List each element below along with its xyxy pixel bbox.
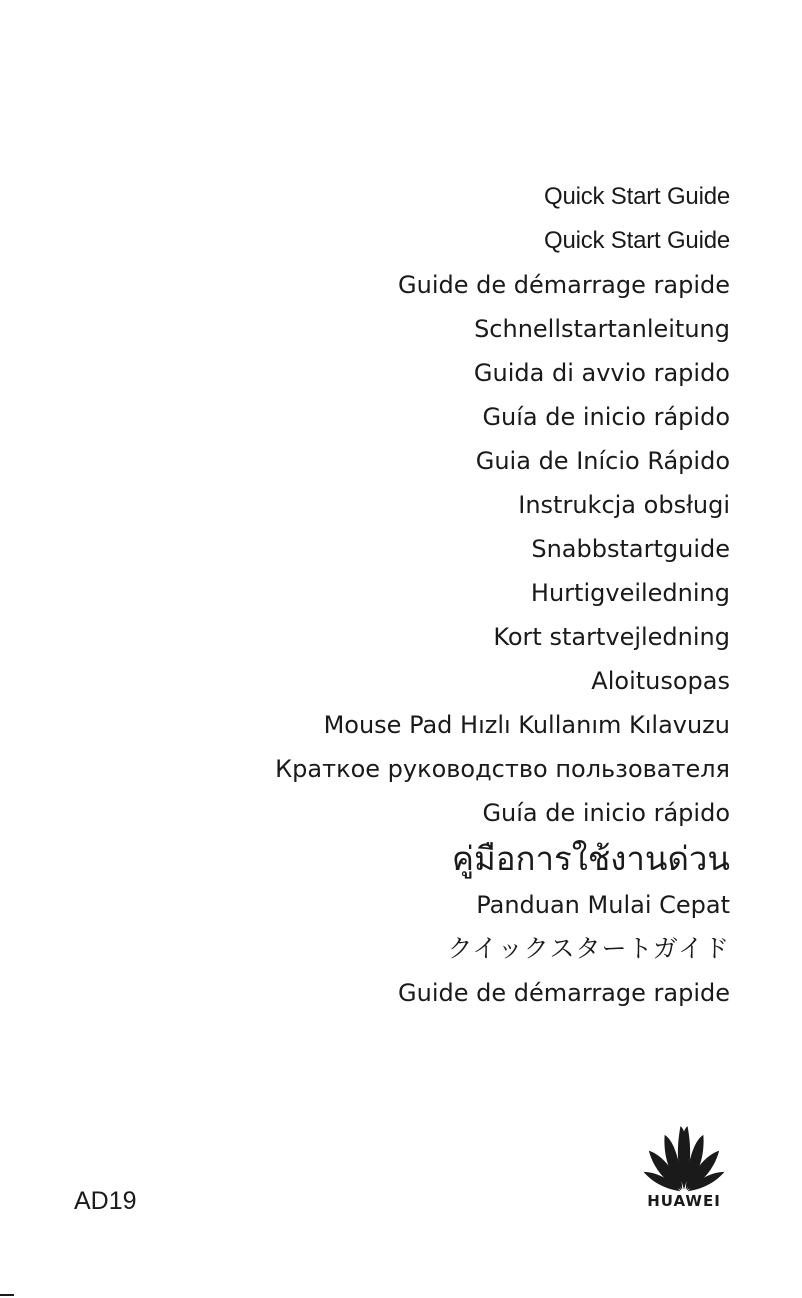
brand-name: HUAWEI — [647, 1192, 721, 1210]
title-japanese: クイックスタートガイド — [447, 934, 730, 963]
model-number: AD19 — [74, 1187, 137, 1215]
title-french-canada: Guide de démarrage rapide — [398, 979, 730, 1007]
title-french: Guide de démarrage rapide — [398, 271, 730, 299]
title-indonesian: Panduan Mulai Cepat — [476, 891, 730, 919]
title-spanish: Guía de inicio rápido — [482, 403, 730, 431]
title-italian: Guida di avvio rapido — [473, 359, 730, 387]
title-russian: Краткое руководство пользователя — [275, 755, 730, 783]
title-polish: Instrukcja obsługi — [518, 491, 730, 519]
title-thai: คู่มือการใช้งานด่วน — [451, 839, 730, 878]
crop-mark — [0, 1294, 14, 1296]
title-swedish: Snabbstartguide — [531, 535, 730, 563]
title-finnish: Aloitusopas — [591, 667, 730, 695]
title-danish: Kort startvejledning — [493, 623, 730, 651]
huawei-logo — [636, 1120, 732, 1216]
title-portuguese: Guia de Início Rápido — [475, 447, 730, 475]
title-english: Quick Start Guide — [543, 183, 730, 210]
language-title-list — [130, 175, 730, 1015]
title-spanish-latam: Guía de inicio rápido — [482, 799, 730, 827]
title-german: Schnellstartanleitung — [474, 315, 730, 343]
title-english-alt: Quick Start Guide — [543, 227, 730, 254]
huawei-flower-logo-icon — [640, 1120, 728, 1192]
title-norwegian: Hurtigveiledning — [530, 579, 730, 607]
title-turkish: Mouse Pad Hızlı Kullanım Kılavuzu — [323, 711, 730, 739]
